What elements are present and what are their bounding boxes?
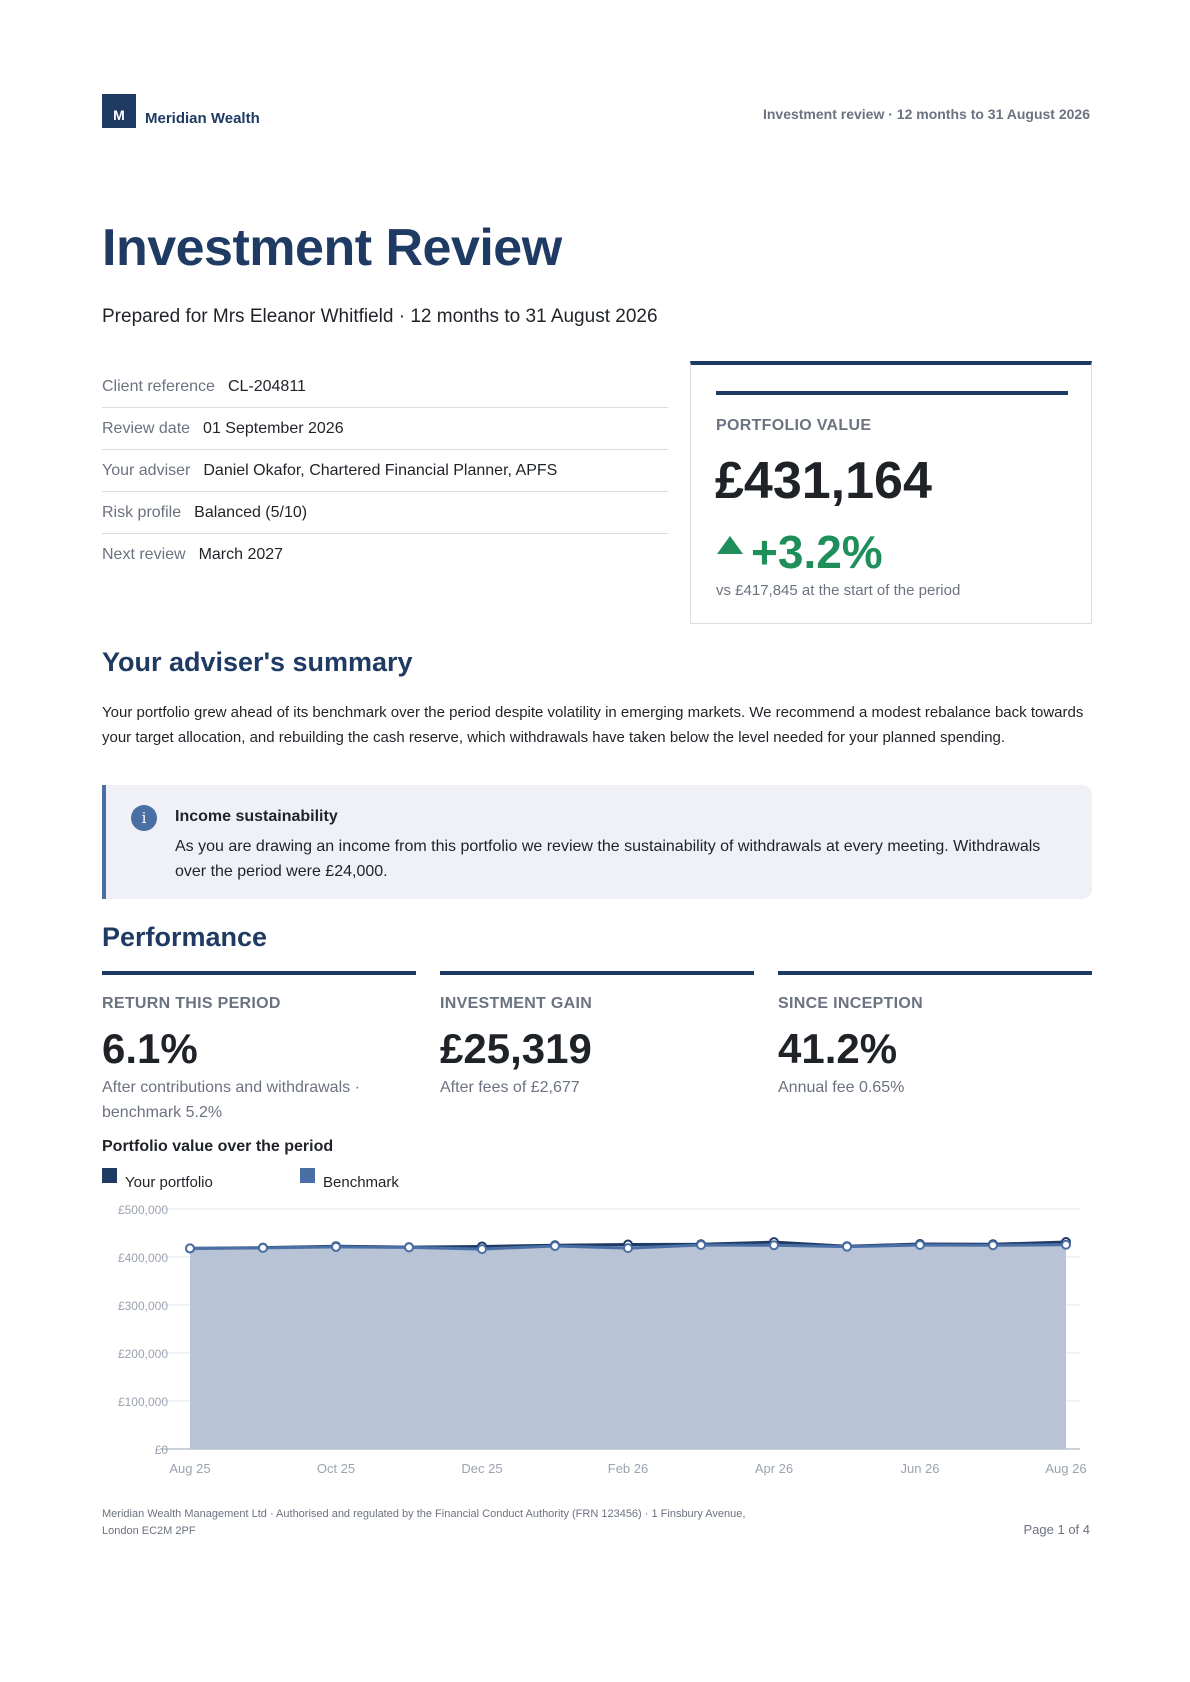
detail-row-client-reference xyxy=(102,366,668,408)
detail-row-adviser xyxy=(102,450,668,492)
callout-body: As you are drawing an income from this portfolio we review the sustainability of withdrawals at every meeting. Withdrawals over the period were £24,000. xyxy=(175,838,1041,880)
x-tick-label: Oct 25 xyxy=(316,1461,356,1476)
y-tick-label: £0 xyxy=(154,1443,168,1457)
stat-sub: After contributions and withdrawals · benchmark 5.2% xyxy=(102,1079,360,1121)
detail-label: Review date xyxy=(102,419,191,437)
detail-row-next-review xyxy=(102,534,668,575)
chart-title: Portfolio value over the period xyxy=(102,1138,334,1155)
detail-row-review-date xyxy=(102,408,668,450)
stat-label: RETURN THIS PERIOD xyxy=(102,995,281,1012)
benchmark-point xyxy=(478,1245,486,1253)
performance-heading: Performance xyxy=(102,922,268,952)
portfolio-value-card xyxy=(690,361,1092,624)
benchmark-point xyxy=(843,1243,851,1251)
up-arrow-icon xyxy=(717,536,743,554)
legend-item-benchmark xyxy=(300,1168,399,1191)
detail-value: 01 September 2026 xyxy=(203,419,344,437)
portfolio-change xyxy=(717,525,883,579)
legend-item-portfolio xyxy=(102,1168,213,1191)
footer-disclaimer: Meridian Wealth Management Ltd · Authorised and regulated by the Financial Conduct Authority (FRN 123456) · 1 Finsbury Avenue, London EC2M 2PF xyxy=(102,1508,746,1537)
detail-label: Risk profile xyxy=(102,503,182,521)
benchmark-point xyxy=(186,1244,194,1252)
benchmark-point xyxy=(551,1242,559,1250)
x-tick-label: Aug 25 xyxy=(169,1461,211,1476)
brand-name: Meridian Wealth xyxy=(145,110,260,127)
portfolio-value-chart xyxy=(0,1190,1190,1490)
x-tick-label: Feb 26 xyxy=(607,1461,649,1476)
info-icon: i xyxy=(131,805,157,831)
detail-value: Daniel Okafor, Chartered Financial Planner, APFS xyxy=(203,461,558,479)
portfolio-start-value: vs £417,845 at the start of the period xyxy=(716,582,961,599)
stat-since-inception xyxy=(778,971,1092,1100)
x-tick-label: Dec 25 xyxy=(461,1461,503,1476)
stat-investment-gain xyxy=(440,971,754,1100)
x-tick-label: Apr 26 xyxy=(754,1461,794,1476)
legend-label: Benchmark xyxy=(323,1174,399,1191)
portfolio-value-label: PORTFOLIO VALUE xyxy=(716,417,872,434)
benchmark-point xyxy=(1062,1241,1070,1249)
stat-value: 41.2% xyxy=(778,1025,898,1072)
legend-swatch xyxy=(300,1168,315,1183)
stat-return-this-period xyxy=(102,971,416,1125)
detail-label: Next review xyxy=(102,545,186,563)
header-review-period: Investment review · 12 months to 31 August 2026 xyxy=(762,106,1090,122)
y-tick-label: £100,000 xyxy=(117,1395,168,1409)
y-tick-label: £500,000 xyxy=(117,1203,168,1217)
detail-value: March 2027 xyxy=(198,545,284,563)
benchmark-point xyxy=(989,1241,997,1249)
client-details xyxy=(102,366,668,575)
stat-sub: Annual fee 0.65% xyxy=(778,1079,905,1096)
benchmark-point xyxy=(405,1243,413,1251)
x-tick-label: Jun 26 xyxy=(900,1461,940,1476)
summary-heading: Your adviser's summary xyxy=(102,647,413,677)
y-tick-label: £200,000 xyxy=(117,1347,168,1361)
y-tick-label: £300,000 xyxy=(117,1299,168,1313)
stat-value: 6.1% xyxy=(102,1025,198,1072)
stat-label: INVESTMENT GAIN xyxy=(440,995,593,1012)
detail-value: Balanced (5/10) xyxy=(194,503,308,521)
benchmark-point xyxy=(624,1244,632,1252)
stat-label: SINCE INCEPTION xyxy=(778,995,923,1012)
stat-value: £25,319 xyxy=(440,1025,592,1072)
y-tick-label: £400,000 xyxy=(117,1251,168,1265)
page-title: Investment Review xyxy=(102,219,562,277)
card-accent-rule xyxy=(716,391,1068,395)
income-sustainability-callout xyxy=(102,785,1092,899)
legend-swatch xyxy=(102,1168,117,1183)
benchmark-point xyxy=(332,1243,340,1251)
benchmark-point xyxy=(770,1241,778,1249)
callout-title: Income sustainability xyxy=(175,808,338,825)
summary-text: Your portfolio grew ahead of its benchmark over the period despite volatility in emerging markets. We recommend a modest rebalance back towards your target allocation, and rebuilding the cash reserve, which withdrawals have taken below the level needed for your planned spending. xyxy=(102,704,1084,746)
portfolio-value-amount: £431,164 xyxy=(715,452,932,510)
brand-logo-mark: M xyxy=(102,94,136,128)
benchmark-point xyxy=(259,1244,267,1252)
detail-label: Your adviser xyxy=(102,461,191,479)
stat-sub: After fees of £2,677 xyxy=(440,1079,580,1096)
benchmark-point xyxy=(697,1241,705,1249)
detail-row-risk-profile xyxy=(102,492,668,534)
page-number: Page 1 of 4 xyxy=(1023,1522,1090,1537)
legend-label: Your portfolio xyxy=(125,1174,213,1191)
detail-value: CL-204811 xyxy=(227,377,306,395)
x-tick-label: Aug 26 xyxy=(1045,1461,1087,1476)
portfolio-change-percent: +3.2% xyxy=(751,526,883,578)
benchmark-point xyxy=(916,1241,924,1249)
prepared-for: Prepared for Mrs Eleanor Whitfield · 12 months to 31 August 2026 xyxy=(102,306,658,327)
detail-label: Client reference xyxy=(102,377,215,395)
portfolio-area xyxy=(190,1242,1066,1449)
